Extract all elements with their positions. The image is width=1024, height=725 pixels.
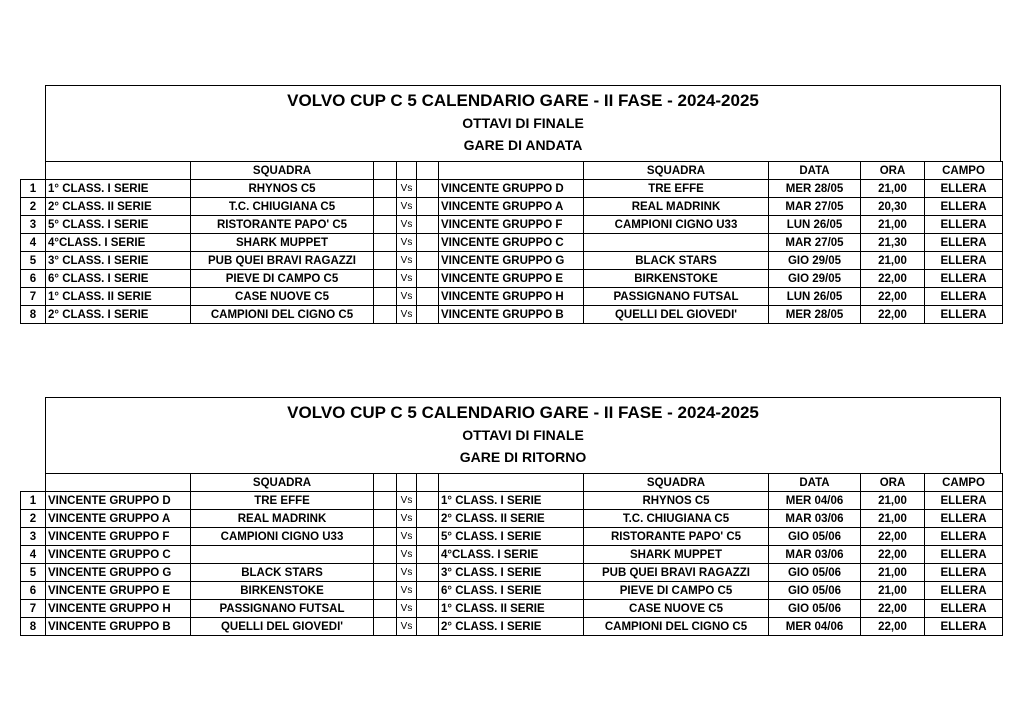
blank-cell — [374, 564, 397, 582]
blank-cell — [21, 474, 46, 492]
home-team: CAMPIONI DEL CIGNO C5 — [191, 306, 374, 324]
vs-label: Vs — [397, 180, 417, 198]
match-row — [21, 582, 1003, 600]
away-team: SHARK MUPPET — [584, 546, 769, 564]
header-row — [21, 162, 1003, 180]
match-date: MER 04/06 — [769, 618, 861, 636]
blank-cell — [417, 510, 439, 528]
match-row — [21, 180, 1003, 198]
match-date: MAR 03/06 — [769, 546, 861, 564]
vs-label: Vs — [397, 510, 417, 528]
match-row — [21, 618, 1003, 636]
away-team: CAMPIONI DEL CIGNO C5 — [584, 618, 769, 636]
away-position: 3° CLASS. I SERIE — [439, 564, 584, 582]
home-team: RHYNOS C5 — [191, 180, 374, 198]
match-time: 21,00 — [861, 582, 925, 600]
home-team: CAMPIONI CIGNO U33 — [191, 528, 374, 546]
blank-cell — [417, 582, 439, 600]
blank-cell — [374, 474, 397, 492]
away-position: VINCENTE GRUPPO A — [439, 198, 584, 216]
match-time: 20,30 — [861, 198, 925, 216]
match-venue: ELLERA — [925, 252, 1003, 270]
match-time: 21,00 — [861, 510, 925, 528]
away-team: BLACK STARS — [584, 252, 769, 270]
match-row — [21, 546, 1003, 564]
home-position: VINCENTE GRUPPO E — [46, 582, 191, 600]
away-team: REAL MADRINK — [584, 198, 769, 216]
blank-cell — [374, 252, 397, 270]
match-time: 22,00 — [861, 600, 925, 618]
match-number: 3 — [21, 528, 46, 546]
away-position: VINCENTE GRUPPO B — [439, 306, 584, 324]
match-venue: ELLERA — [925, 582, 1003, 600]
schedule-title: VOLVO CUP C 5 CALENDARIO GARE - II FASE - 2024-2025 — [287, 91, 759, 110]
home-team: CASE NUOVE C5 — [191, 288, 374, 306]
blank-cell — [21, 162, 46, 180]
home-position: VINCENTE GRUPPO G — [46, 564, 191, 582]
match-time: 22,00 — [861, 270, 925, 288]
schedule-header — [45, 85, 1001, 161]
match-venue: ELLERA — [925, 288, 1003, 306]
match-number: 4 — [21, 234, 46, 252]
vs-label: Vs — [397, 198, 417, 216]
away-position: VINCENTE GRUPPO H — [439, 288, 584, 306]
vs-label: Vs — [397, 216, 417, 234]
away-team: PUB QUEI BRAVI RAGAZZI — [584, 564, 769, 582]
match-number: 5 — [21, 564, 46, 582]
blank-cell — [374, 528, 397, 546]
blank-cell — [46, 474, 191, 492]
match-number: 3 — [21, 216, 46, 234]
match-row — [21, 510, 1003, 528]
match-number: 2 — [21, 510, 46, 528]
away-team: PIEVE DI CAMPO C5 — [584, 582, 769, 600]
match-row — [21, 216, 1003, 234]
col-header-data: DATA — [769, 474, 861, 492]
match-date: MAR 03/06 — [769, 510, 861, 528]
blank-cell — [417, 546, 439, 564]
away-team — [584, 234, 769, 252]
blank-cell — [374, 162, 397, 180]
blank-cell — [417, 306, 439, 324]
home-position: VINCENTE GRUPPO D — [46, 492, 191, 510]
blank-cell — [439, 474, 584, 492]
schedule-title: VOLVO CUP C 5 CALENDARIO GARE - II FASE - 2024-2025 — [287, 403, 759, 422]
match-date: GIO 29/05 — [769, 270, 861, 288]
blank-cell — [374, 546, 397, 564]
match-date: LUN 26/05 — [769, 288, 861, 306]
blank-cell — [397, 162, 417, 180]
home-position: 5° CLASS. I SERIE — [46, 216, 191, 234]
vs-label: Vs — [397, 528, 417, 546]
match-number: 8 — [21, 618, 46, 636]
away-position: 1° CLASS. I SERIE — [439, 492, 584, 510]
vs-label: Vs — [397, 270, 417, 288]
match-row — [21, 528, 1003, 546]
match-date: GIO 05/06 — [769, 564, 861, 582]
home-team: PIEVE DI CAMPO C5 — [191, 270, 374, 288]
home-team: RISTORANTE PAPO' C5 — [191, 216, 374, 234]
home-position: VINCENTE GRUPPO C — [46, 546, 191, 564]
blank-cell — [417, 564, 439, 582]
match-venue: ELLERA — [925, 528, 1003, 546]
blank-cell — [374, 216, 397, 234]
home-team — [191, 546, 374, 564]
away-team: BIRKENSTOKE — [584, 270, 769, 288]
match-time: 22,00 — [861, 528, 925, 546]
home-team: PUB QUEI BRAVI RAGAZZI — [191, 252, 374, 270]
blank-cell — [374, 306, 397, 324]
match-row — [21, 252, 1003, 270]
away-position: VINCENTE GRUPPO C — [439, 234, 584, 252]
blank-cell — [374, 180, 397, 198]
match-date: GIO 29/05 — [769, 252, 861, 270]
match-venue: ELLERA — [925, 618, 1003, 636]
blank-cell — [374, 234, 397, 252]
home-position: 1° CLASS. I SERIE — [46, 180, 191, 198]
match-row — [21, 288, 1003, 306]
home-team: REAL MADRINK — [191, 510, 374, 528]
away-position: VINCENTE GRUPPO G — [439, 252, 584, 270]
header-row — [21, 474, 1003, 492]
away-position: VINCENTE GRUPPO E — [439, 270, 584, 288]
home-position: VINCENTE GRUPPO B — [46, 618, 191, 636]
blank-cell — [374, 288, 397, 306]
col-header-campo: CAMPO — [925, 474, 1003, 492]
home-position: 2° CLASS. I SERIE — [46, 306, 191, 324]
blank-cell — [417, 252, 439, 270]
match-date: MER 28/05 — [769, 180, 861, 198]
blank-cell — [374, 600, 397, 618]
phase-label: GARE DI ANDATA — [463, 137, 583, 153]
vs-label: Vs — [397, 618, 417, 636]
match-number: 7 — [21, 288, 46, 306]
match-number: 2 — [21, 198, 46, 216]
home-position: 1° CLASS. II SERIE — [46, 288, 191, 306]
match-row — [21, 306, 1003, 324]
home-team: SHARK MUPPET — [191, 234, 374, 252]
vs-label: Vs — [397, 546, 417, 564]
match-time: 22,00 — [861, 306, 925, 324]
match-row — [21, 492, 1003, 510]
away-position: 4°CLASS. I SERIE — [439, 546, 584, 564]
phase-label: GARE DI RITORNO — [459, 449, 587, 465]
away-position: 5° CLASS. I SERIE — [439, 528, 584, 546]
match-venue: ELLERA — [925, 270, 1003, 288]
match-date: GIO 05/06 — [769, 582, 861, 600]
schedule-header — [45, 397, 1001, 473]
col-header-campo: CAMPO — [925, 162, 1003, 180]
blank-cell — [374, 198, 397, 216]
match-row — [21, 234, 1003, 252]
blank-cell — [417, 216, 439, 234]
home-team: BLACK STARS — [191, 564, 374, 582]
match-number: 1 — [21, 492, 46, 510]
home-position: 3° CLASS. I SERIE — [46, 252, 191, 270]
blank-cell — [374, 270, 397, 288]
away-team: T.C. CHIUGIANA C5 — [584, 510, 769, 528]
match-time: 21,30 — [861, 234, 925, 252]
vs-label: Vs — [397, 252, 417, 270]
blank-cell — [374, 582, 397, 600]
blank-cell — [417, 288, 439, 306]
match-venue: ELLERA — [925, 216, 1003, 234]
vs-label: Vs — [397, 600, 417, 618]
home-position: 6° CLASS. I SERIE — [46, 270, 191, 288]
blank-cell — [417, 198, 439, 216]
match-date: LUN 26/05 — [769, 216, 861, 234]
home-position: VINCENTE GRUPPO H — [46, 600, 191, 618]
home-position: 4°CLASS. I SERIE — [46, 234, 191, 252]
match-date: MAR 27/05 — [769, 198, 861, 216]
blank-cell — [46, 162, 191, 180]
blank-cell — [417, 162, 439, 180]
match-row — [21, 600, 1003, 618]
match-venue: ELLERA — [925, 564, 1003, 582]
match-time: 22,00 — [861, 546, 925, 564]
home-team: TRE EFFE — [191, 492, 374, 510]
match-number: 7 — [21, 600, 46, 618]
blank-cell — [417, 270, 439, 288]
home-team: T.C. CHIUGIANA C5 — [191, 198, 374, 216]
match-venue: ELLERA — [925, 600, 1003, 618]
match-venue: ELLERA — [925, 546, 1003, 564]
match-date: GIO 05/06 — [769, 600, 861, 618]
vs-label: Vs — [397, 234, 417, 252]
match-venue: ELLERA — [925, 198, 1003, 216]
col-header-ora: ORA — [861, 474, 925, 492]
away-position: 1° CLASS. II SERIE — [439, 600, 584, 618]
blank-cell — [417, 234, 439, 252]
blank-cell — [417, 618, 439, 636]
away-position: 6° CLASS. I SERIE — [439, 582, 584, 600]
col-header-squadra: SQUADRA — [584, 162, 769, 180]
round-subtitle: OTTAVI DI FINALE — [462, 427, 584, 443]
col-header-squadra: SQUADRA — [191, 474, 374, 492]
match-time: 21,00 — [861, 252, 925, 270]
matches-table — [20, 473, 1003, 636]
match-row — [21, 198, 1003, 216]
match-time: 21,00 — [861, 492, 925, 510]
away-position: VINCENTE GRUPPO F — [439, 216, 584, 234]
blank-cell — [374, 618, 397, 636]
blank-cell — [417, 492, 439, 510]
match-time: 21,00 — [861, 180, 925, 198]
match-date: GIO 05/06 — [769, 528, 861, 546]
col-header-data: DATA — [769, 162, 861, 180]
match-time: 22,00 — [861, 618, 925, 636]
blank-cell — [417, 180, 439, 198]
away-team: CASE NUOVE C5 — [584, 600, 769, 618]
home-team: QUELLI DEL GIOVEDI' — [191, 618, 374, 636]
blank-cell — [439, 162, 584, 180]
match-venue: ELLERA — [925, 510, 1003, 528]
away-position: 2° CLASS. II SERIE — [439, 510, 584, 528]
schedule-ritorno — [20, 397, 1002, 636]
schedule-andata — [20, 85, 1002, 324]
match-number: 6 — [21, 582, 46, 600]
away-position: VINCENTE GRUPPO D — [439, 180, 584, 198]
home-position: 2° CLASS. II SERIE — [46, 198, 191, 216]
round-subtitle: OTTAVI DI FINALE — [462, 115, 584, 131]
match-venue: ELLERA — [925, 180, 1003, 198]
home-team: PASSIGNANO FUTSAL — [191, 600, 374, 618]
home-position: VINCENTE GRUPPO A — [46, 510, 191, 528]
match-row — [21, 564, 1003, 582]
blank-cell — [417, 474, 439, 492]
vs-label: Vs — [397, 492, 417, 510]
away-team: CAMPIONI CIGNO U33 — [584, 216, 769, 234]
home-position: VINCENTE GRUPPO F — [46, 528, 191, 546]
away-position: 2° CLASS. I SERIE — [439, 618, 584, 636]
match-number: 5 — [21, 252, 46, 270]
match-date: MER 04/06 — [769, 492, 861, 510]
matches-table — [20, 161, 1003, 324]
blank-cell — [417, 600, 439, 618]
away-team: PASSIGNANO FUTSAL — [584, 288, 769, 306]
match-number: 4 — [21, 546, 46, 564]
col-header-squadra: SQUADRA — [584, 474, 769, 492]
blank-cell — [397, 474, 417, 492]
match-venue: ELLERA — [925, 492, 1003, 510]
match-row — [21, 270, 1003, 288]
blank-cell — [374, 492, 397, 510]
away-team: TRE EFFE — [584, 180, 769, 198]
away-team: RHYNOS C5 — [584, 492, 769, 510]
col-header-ora: ORA — [861, 162, 925, 180]
blank-cell — [374, 510, 397, 528]
blank-cell — [417, 528, 439, 546]
match-venue: ELLERA — [925, 306, 1003, 324]
col-header-squadra: SQUADRA — [191, 162, 374, 180]
match-time: 22,00 — [861, 288, 925, 306]
away-team: QUELLI DEL GIOVEDI' — [584, 306, 769, 324]
match-number: 6 — [21, 270, 46, 288]
match-date: MAR 27/05 — [769, 234, 861, 252]
vs-label: Vs — [397, 564, 417, 582]
vs-label: Vs — [397, 582, 417, 600]
match-date: MER 28/05 — [769, 306, 861, 324]
match-number: 8 — [21, 306, 46, 324]
home-team: BIRKENSTOKE — [191, 582, 374, 600]
vs-label: Vs — [397, 306, 417, 324]
vs-label: Vs — [397, 288, 417, 306]
match-time: 21,00 — [861, 564, 925, 582]
match-time: 21,00 — [861, 216, 925, 234]
match-venue: ELLERA — [925, 234, 1003, 252]
away-team: RISTORANTE PAPO' C5 — [584, 528, 769, 546]
match-number: 1 — [21, 180, 46, 198]
